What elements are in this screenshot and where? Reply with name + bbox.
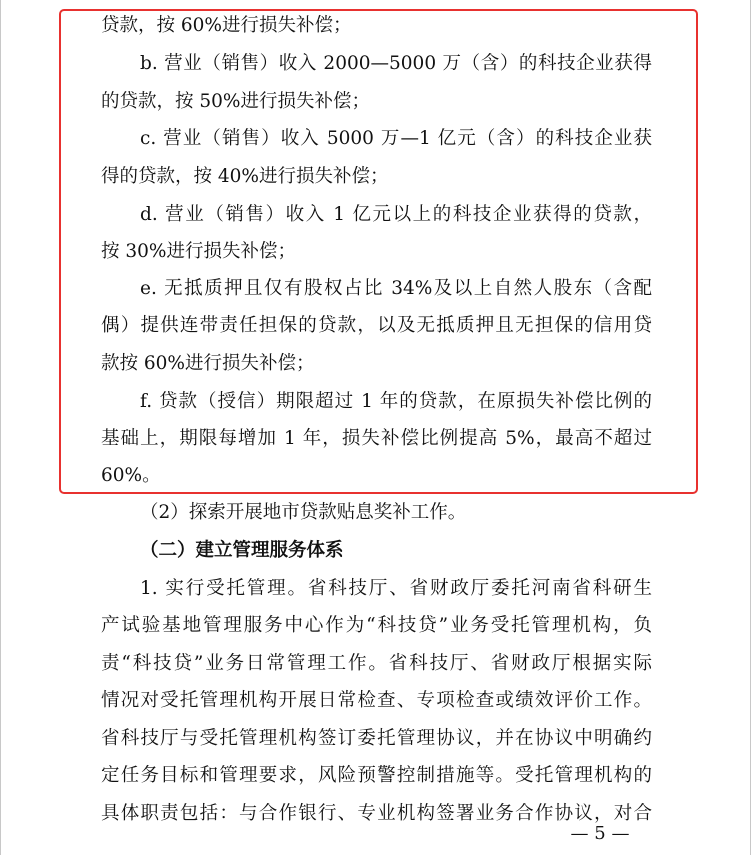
text-line: 款按 60%进行损失补偿； <box>101 353 315 374</box>
text-line: b. 营业（销售）收入 2000—5000 万（含）的科技企业获得 <box>140 53 652 74</box>
text-line: 按 30%进行损失补偿； <box>101 241 297 262</box>
page-number: — 5 — <box>570 823 630 844</box>
text-line: 情况对受托管理机构开展日常检查、专项检查或绩效评价工作。 <box>101 690 652 711</box>
text-line: 1. 实行受托管理。省科技厅、省财政厅委托河南省科研生 <box>140 578 652 599</box>
text-line: c. 营业（销售）收入 5000 万—1 亿元（含）的科技企业获 <box>140 128 652 149</box>
text-line: 基础上，期限每增加 1 年，损失补偿比例提高 5%，最高不超过 <box>101 428 652 449</box>
text-line: 的贷款，按 50%进行损失补偿； <box>101 91 371 112</box>
text-line: 省科技厅与受托管理机构签订委托管理协议，并在协议中明确约 <box>101 728 652 749</box>
text-line: 60%。 <box>101 465 161 486</box>
text-line: f. 贷款（授信）期限超过 1 年的贷款，在原损失补偿比例的 <box>140 391 652 412</box>
text-line: d. 营业（销售）收入 1 亿元以上的科技企业获得的贷款， <box>140 204 652 225</box>
section-heading: （二）建立管理服务体系 <box>140 540 344 561</box>
text-line: e. 无抵质押且仅有股权占比 34%及以上自然人股东（含配 <box>140 278 652 299</box>
text-line: 产试验基地管理服务中心作为“科技贷”业务受托管理机构，负 <box>101 615 652 636</box>
text-line: 定任务目标和管理要求，风险预警控制措施等。受托管理机构的 <box>101 765 652 786</box>
page-edge-left <box>0 0 1 855</box>
text-line: 偶）提供连带责任担保的贷款，以及无抵质押且无担保的信用贷 <box>101 315 652 336</box>
text-line: 贷款，按 60%进行损失补偿； <box>101 15 352 36</box>
text-line: 责“科技贷”业务日常管理工作。省科技厅、省财政厅根据实际 <box>101 653 652 674</box>
text-line: 得的贷款，按 40%进行损失补偿； <box>101 166 389 187</box>
text-line: 具体职责包括：与合作银行、专业机构签署业务合作协议，对合 <box>101 803 652 824</box>
text-line: （2）探索开展地市贷款贴息奖补工作。 <box>140 502 467 523</box>
